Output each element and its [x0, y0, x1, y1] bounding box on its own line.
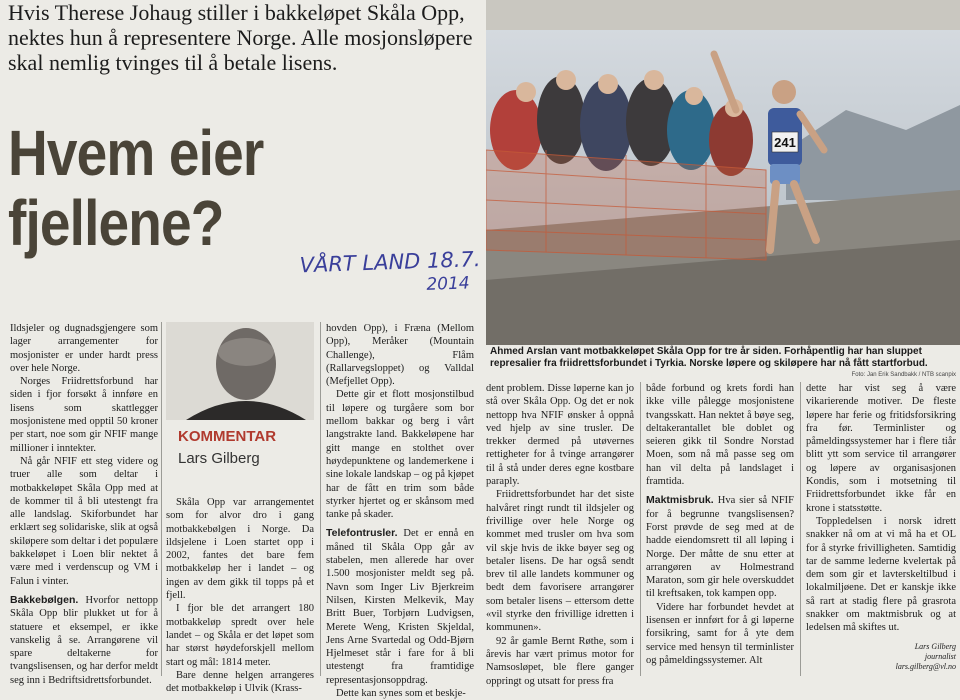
kicker: Bakkebølgen. [10, 593, 79, 606]
signature-email: lars.gilberg@vl.no [895, 662, 956, 671]
bib-number: 241 [774, 135, 796, 150]
paragraph-with-kicker [10, 594, 158, 687]
paragraph: Norges Friidrettsforbund har siden i fjor forsøkt å innføre en lisens som skattlegger mosjonistene med opptil 50 kroner per start, noe som gir NFIF mange millioner i inntekter. [10, 376, 158, 454]
paragraph-with-kicker [326, 527, 474, 687]
handwritten-source: VÅRT LAND 18.7. [299, 247, 481, 278]
paragraph: Bare denne helgen arrangeres det motbakkeløp i Ulvik (Krass- [166, 669, 314, 695]
signature [846, 642, 956, 672]
paragraph: dent problem. Disse løperne kan jo stå over Skåla Opp. Og det er nok nettopp hva NFIF ønsker å oppnå ved hjelp av sine trusler. De trekker dermed på utøvernes rettigheter for å tvinge arrangører til å stå under deres egne kostbare paraply. [486, 383, 634, 488]
photo-credit: Foto: Jan Erik Sandbakk / NTB scanpix [851, 372, 956, 378]
paragraph-with-kicker [646, 494, 794, 600]
race-photo [486, 0, 960, 345]
paragraph: Friidrettsforbundet har det siste halvåret ringt rundt til ildsjeler og frivillige over hele Norge og kommet med trusler om hva som vil skje hvis de ikke bøyer seg og betaler lisens. De har også sendt brev til alle landets kommuner og bedt dem favorisere arrangører som betaler lisens – ettersom dette «vil styrke den frivillige idretten i kommunen». [486, 489, 634, 634]
article-lead: Hvis Therese Johaug stiller i bakkeløpet Skåla Opp, nektes hun å representere Norge. Alle mosjonsløpere skal nemlig tvinges til å betale lisens. [8, 0, 473, 75]
paragraph: 92 år gamle Bernt Røthe, som i årevis har vært primus motor for Namsosløpet, ble flere ganger oppringt og utsatt for press fra [486, 635, 634, 687]
kicker: Maktmisbruk. [646, 494, 714, 507]
paragraph: Skåla Opp var arrangementet som for alvor dro i gang motbakkebølgen i Norge. Da ildsjelene i Loen startet opp i 2002, fantes det bare fem motbakkeløp her i landet – og ingen av dem gikk til topps på et fjell. [166, 497, 314, 602]
paragraph: I fjor ble det arrangert 180 motbakkeløp spredt over hele landet – og Skåla er det løpet som har størst høydeforskjell mellom start og mål: 1814 meter. [166, 603, 314, 668]
kommentar-label: KOMMENTAR [178, 428, 277, 445]
signature-role: journalist [924, 652, 956, 661]
kicker: Telefontrusler. [326, 527, 398, 540]
headline-line-2: fjellene? [8, 187, 224, 259]
paragraph: både forbund og krets fordi han ikke ville pålegge mosjonistene tvangsskatt. Han nektet å bøye seg, deltakerantallet ble doblet og seieren gikk til Sondre Norstad Moen, som nå må passe seg om han vil delta på landslaget i framtida. [646, 383, 794, 488]
paragraph: dette har vist seg å være vikarierende motiver. De fleste løpere har ferie og fritidsforsikring fra før. Terminlister og påmeldingssystemer har i flere tiår blitt ytt som service til arrangører og løpere av organisasjonen Kondis, som i motsetning til Friidrettsforbundet ikke får en krone i statsstøtte. [806, 383, 956, 514]
column-2 [166, 496, 314, 695]
column-5 [646, 382, 794, 667]
paragraph: Videre har forbundet hevdet at lisensen er innført for å gi løperne forsikring, samt for å yte dem service med hensyn til terminlister og påmeldingssystemer. Alt [646, 601, 794, 666]
column-3 [326, 322, 474, 700]
headline-line-1: Hvem eier [8, 117, 264, 189]
column-1 [10, 322, 158, 687]
handwritten-year: 2014 [426, 273, 470, 295]
headline [8, 118, 416, 258]
column-6 [806, 382, 956, 635]
column-4 [486, 382, 634, 688]
author-name: Lars Gilberg [178, 450, 260, 467]
kicker-text: Det er ennå en måned til Skåla Opp går av stabelen, men allerede har over 1.500 mosjonister meldt seg på. Navn som Inger Liv Bjerkreim Nilsen, Kirsten Melkevik, May Britt Buer, Torbjørn Ludvigsen, Merete Weng, Kristen Skjeldal, Jens Arne Svartedal og Odd-Bjørn Hjelmeset står i fare for å bli utestengt fra framtidige representasjonsoppdrag. [326, 528, 474, 686]
paragraph: Dette gir et flott mosjonstilbud til løpere og turgåere som bor mellom bakkar og berg i vårt langstrakte land. Bakkeløpene har gitt mange en stolthet over høydepunktene og landemerkene i sine lokale landskap – og på kjøpet har de fått en trim som både styrker hjertet og er skånsom med tanke på skader. [326, 389, 474, 521]
paragraph: Ildsjeler og dugnadsgjengere som lager arrangementer for mosjonister er under hardt press over hele Norge. [10, 323, 158, 374]
signature-name: Lars Gilberg [914, 642, 956, 651]
paragraph: Toppledelsen i norsk idrett snakker nå om at vi må ha et OL for å styrke frivilligheten. Samtidig tar de samme lederne kvelertak på dem som gir et lavterskeltilbud i lokalmiljøene. Det er kanskje ikke så rart at stadig flere på grasrota snakker om maktmisbruk og at ledelsen må skiftes ut. [806, 515, 956, 634]
photo-caption: Ahmed Arslan vant motbakkeløpet Skåla Opp for tre år siden. Forhåpentlig har han sluppet represalier fra friidrettsforbundet i Tyrkia. Norske løpere og skiløpere har nå fått startforbud. [490, 346, 928, 369]
handwritten-annotation [299, 247, 491, 302]
paragraph: hovden Opp), i Fræna (Mellom Opp), Meråker (Mountain Challenge), Flåm (Rallarvegsloppet) og Valldal (Mefjellet Opp). [326, 323, 474, 388]
author-portrait [166, 322, 314, 420]
kicker-text: Hvorfor nettopp Skåla Opp blir plukket ut for å statuere et eksempel, er ikke vanskelig å se. Arrangørene vil spare deltakerne for tvangslisensen, og har derfor meldt seg inn i Bedriftsidrettsforbundet. [10, 594, 158, 686]
paragraph: Dette kan synes som et beskje- [336, 688, 466, 700]
kicker-text: Hva sier så NFIF for å begrunne tvangslisensen? Forst prøvde de seg med at de hadde eiendomsrett til all løping i Norge. Der måtte de snu etter at arrangøren av Holmestrand Maraton, som gir hele overskuddet til kreftsaken, tok kampen opp. [646, 495, 794, 600]
paragraph: Nå går NFIF ett steg videre og truer alle som deltar i motbakkeløpet Skåla Opp med at de kommer til å bli utestengt fra alle landslag. Skiforbundet har erklært seg solidariske, slik at også skiløpere som deltar i det populære bakkeløpet i Loen blir nektet å være med i verdenscup og VM i Falun i vinter. [10, 455, 158, 587]
